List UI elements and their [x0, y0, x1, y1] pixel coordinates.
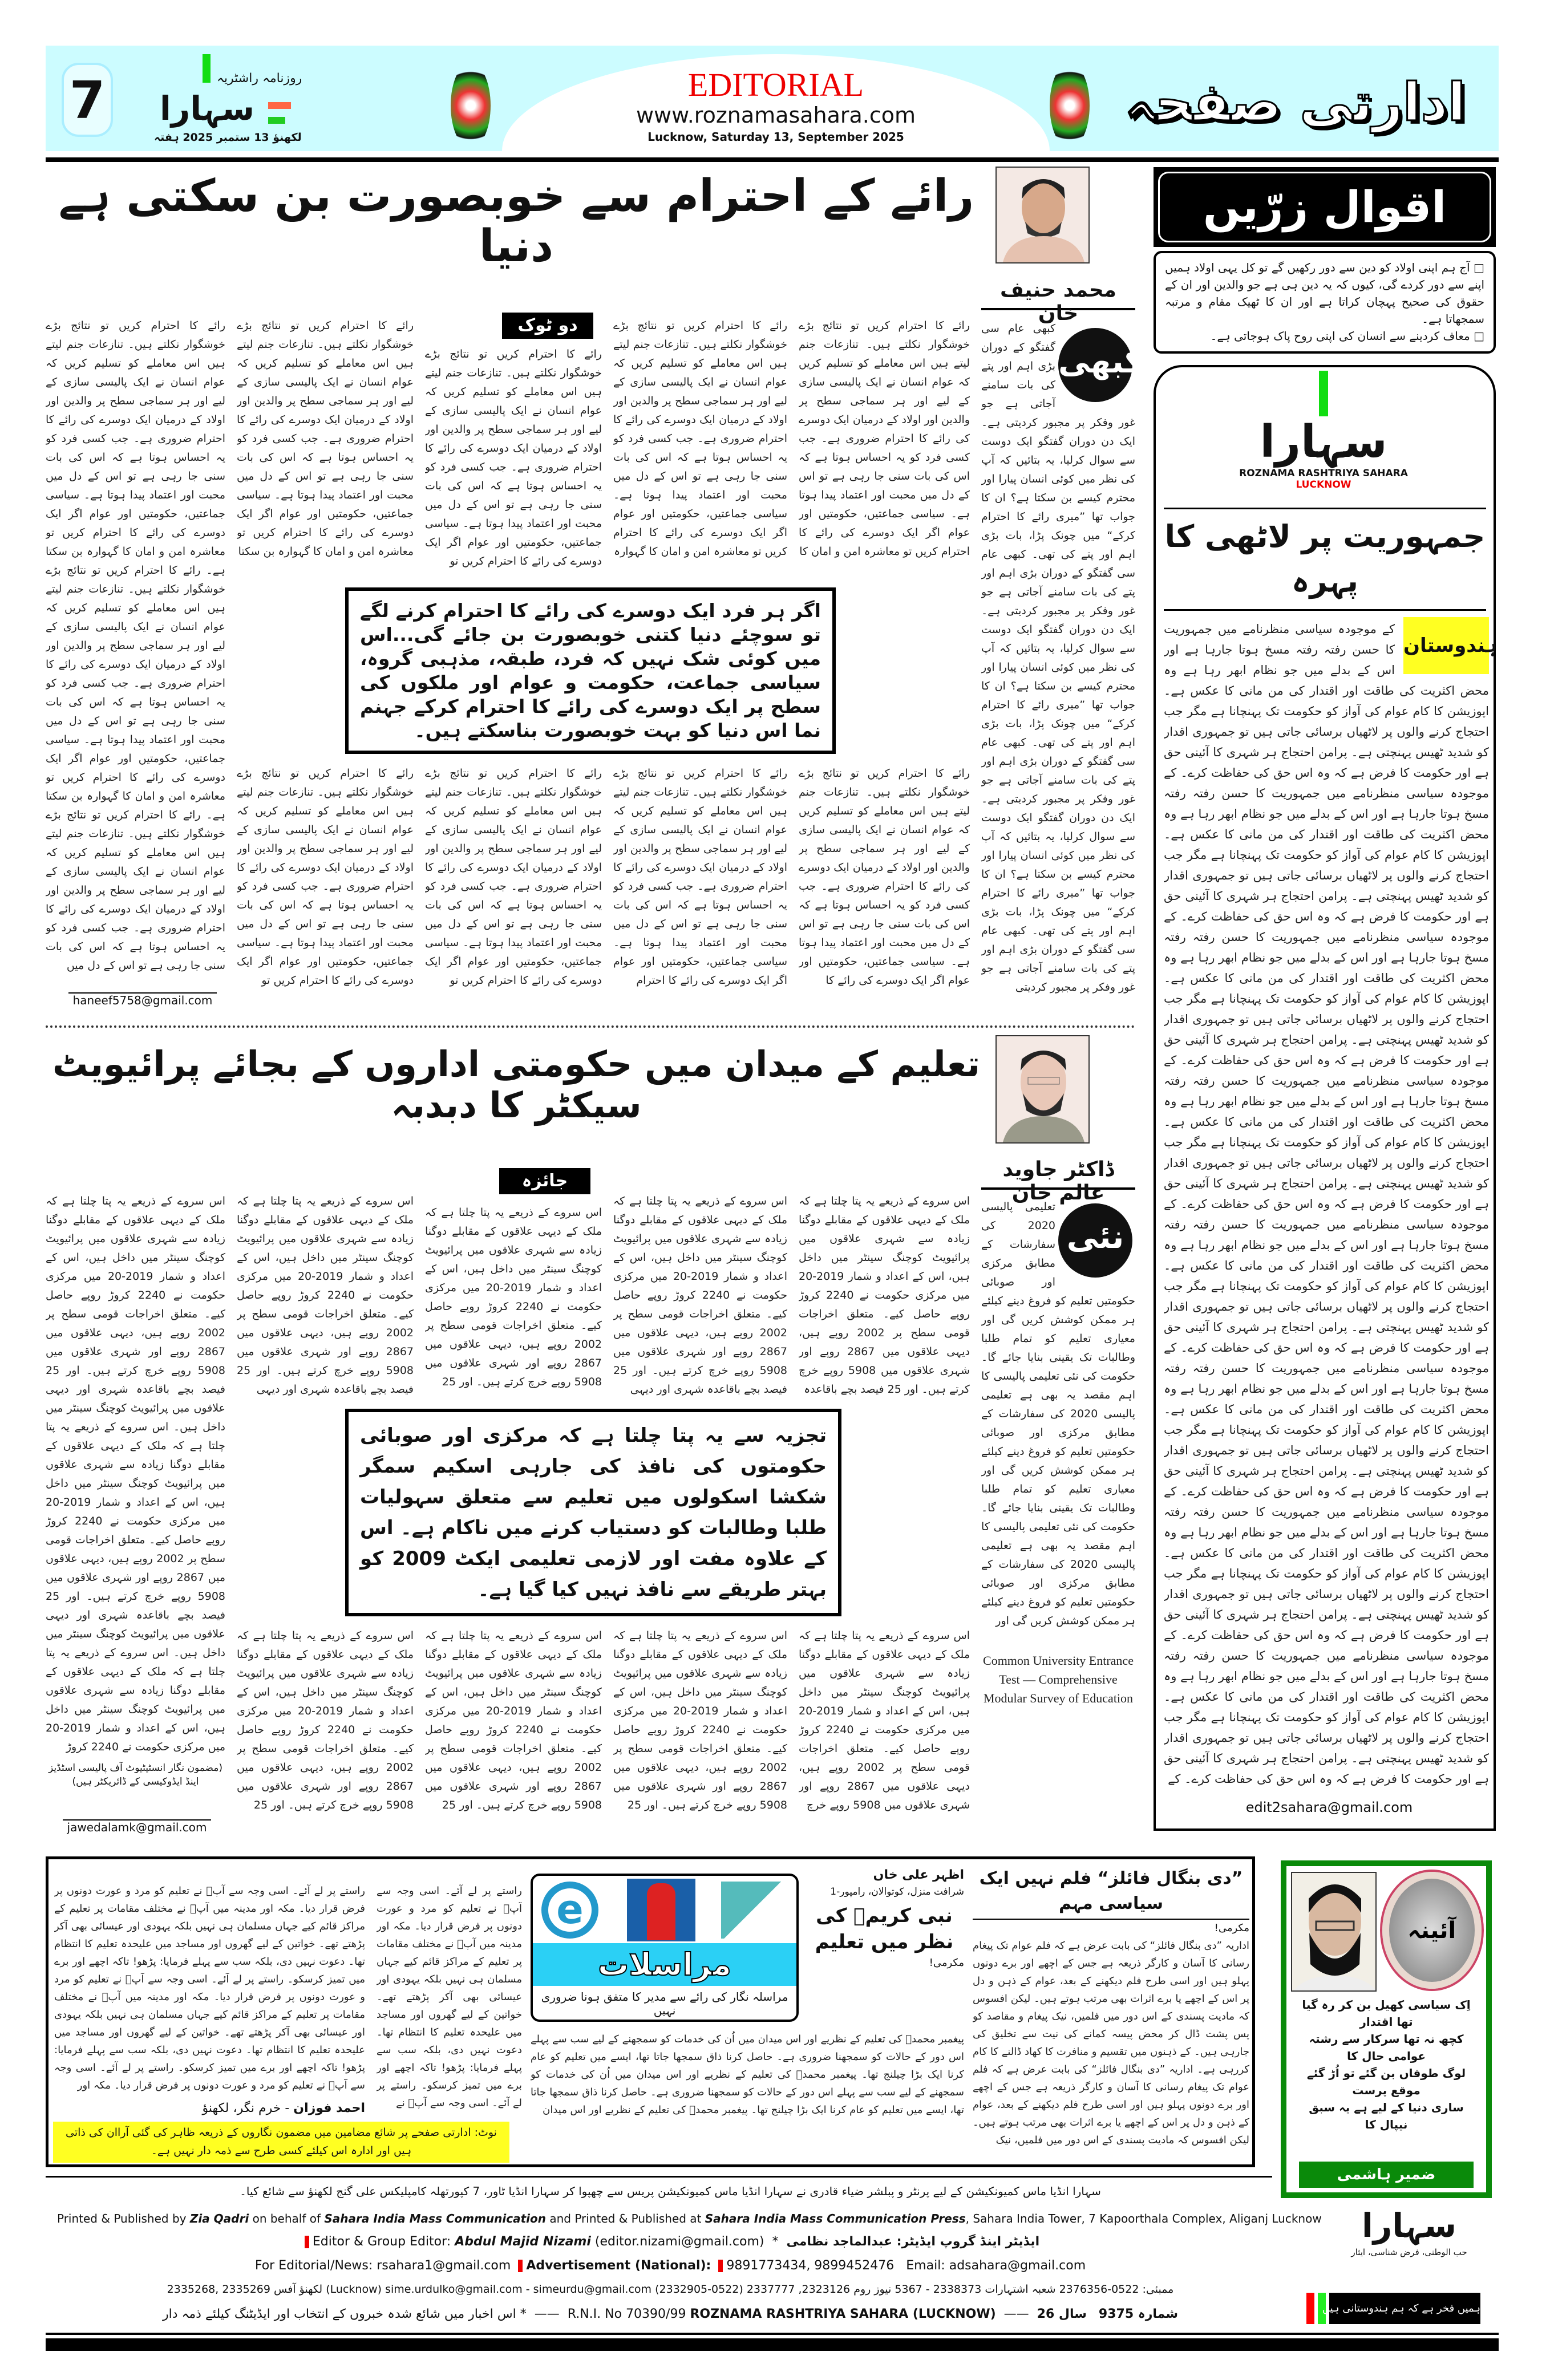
author-photo	[995, 1035, 1090, 1144]
aqwal-title: اقوال زرّیں	[1158, 172, 1491, 242]
article1-column: رائے کا احترام کریں تو نتائج بڑے خوشگوار نکلتے ہیں۔ تنازعات جنم لیتے ہیں اس معاملے کو تسلیم کریں کہ عوام انسان نے ایک پالیسی سازی کے لیے اور ہر سماجی سطح پر والدین اور اولاد کے درمیان ایک دوسرے کی رائے کا احترام ضروری ہے۔ جب کسی فرد کو یہ احساس ہوتا ہے کہ اس کی بات سنی جا رہی ہے تو اس کے دل میں محبت اور اعتماد پیدا ہوتا ہے۔ سیاسی جماعتیں، حکومتیں اور عوام اگر ایک دوسرے کی رائے کا احترام کریں تو	[425, 767, 602, 987]
article1-column: رائے کا احترام کریں تو نتائج بڑے خوشگوار نکلتے ہیں۔ تنازعات جنم لیتے ہیں اس معاملے کو تسلیم کریں کہ عوام انسان نے ایک پالیسی سازی کے لیے اور ہر سماجی سطح پر والدین اور اولاد کے درمیان ایک دوسرے کی رائے کا احترام ضروری ہے۔ جب کسی فرد کو یہ احساس ہوتا ہے کہ اس کی بات سنی جا رہی ہے تو اس کے دل میں محبت اور اعتماد پیدا ہوتا ہے۔ سیاسی جماعتیں، حکومتیں اور عوام اگر ایک دوسرے کی رائے کا احترام کریں تو	[425, 348, 602, 567]
slogan-box	[1306, 2293, 1500, 2324]
letter2-header	[804, 1866, 964, 2027]
article2-column: اس سروے کے ذریعے یہ پتا چلتا ہے کہ ملک کے دیہی علاقوں کے مقابلے دوگنا زیادہ سے شہری علاقوں میں پرائیویٹ کوچنگ سینٹر میں داخل ہیں، اس کے اعداد و شمار 2019-20 میں مرکزی حکومت نے 2240 کروڑ روپے حاصل کیے۔ متعلق اخراجات قومی سطح پر 2002 روپے ہیں، دیہی علاقوں میں 2867 روپے اور شہری علاقوں میں 5908 روپے خرچ کرتے ہیں۔ اور 25	[613, 1629, 787, 1811]
dropcap-circle: نئی	[1058, 1203, 1132, 1278]
article2-column: اس سروے کے ذریعے یہ پتا چلتا ہے کہ ملک کے دیہی علاقوں کے مقابلے دوگنا زیادہ سے شہری علاقوں میں پرائیویٹ کوچنگ سینٹر میں داخل ہیں، اس کے اعداد و شمار 2019-20 میں مرکزی حکومت نے 2240 کروڑ روپے حاصل کیے۔ متعلق اخراجات قومی سطح پر 2002 روپے ہیں، دیہی علاقوں میں 2867 روپے اور شہری علاقوں میں 5908 روپے خرچ کرتے ہیں۔ اور 25	[425, 1629, 602, 1811]
editorial-body: کے موجودہ سیاسی منظرنامے میں جمہوریت کا حسن رفتہ رفتہ مسخ ہوتا جارہا ہے اور اس کے بدلے میں جو نظام ابھر رہا ہے وہ محض اکثریت کی طاقت اور اقتدار کی من مانی کا عکس ہے۔ اپوزیشن کا کام عوام کی آواز کو حکومت تک پہنچانا ہے مگر جب احتجاج کرنے والوں پر لاٹھیاں برسائی جاتی ہیں تو جمہوری اقدار کو شدید ٹھیس پہنچتی ہے۔ پرامن احتجاج ہر شہری کا آئینی حق ہے اور حکومت کا فرض ہے کہ وہ اس حق کی حفاظت کرے۔ کے موجودہ سیاسی منظرنامے میں جمہوریت کا حسن رفتہ رفتہ مسخ ہوتا جارہا ہے اور اس کے بدلے میں جو نظام ابھر رہا ہے وہ محض اکثریت کی طاقت اور اقتدار کی من مانی کا عکس ہے۔ اپوزیشن کا کام عوام کی آواز کو حکومت تک پہنچانا ہے مگر جب احتجاج کرنے والوں پر لاٹھیاں برسائی جاتی ہیں تو جمہوری اقدار کو شدید ٹھیس پہنچتی ہے۔ پرامن احتجاج ہر شہری کا آئینی حق ہے اور حکومت کا فرض ہے کہ وہ اس حق کی حفاظت کرے۔ کے موجودہ سیاسی منظرنامے میں جمہوریت کا حسن رفتہ رفتہ مسخ ہوتا جارہا ہے اور اس کے بدلے میں جو نظام ابھر رہا ہے وہ محض اکثریت کی طاقت اور اقتدار کی من مانی کا عکس ہے۔ اپوزیشن کا کام عوام کی آواز کو حکومت تک پہنچانا ہے مگر جب احتجاج کرنے والوں پر لاٹھیاں برسائی جاتی ہیں تو جمہوری اقدار کو شدید ٹھیس پہنچتی ہے۔ پرامن احتجاج ہر شہری کا آئینی حق ہے اور حکومت کا فرض ہے کہ وہ اس حق کی حفاظت کرے۔ کے موجودہ سیاسی منظرنامے میں جمہوریت کا حسن رفتہ رفتہ مسخ ہوتا جارہا ہے اور اس کے بدلے میں جو نظام ابھر رہا ہے وہ محض اکثریت کی طاقت اور اقتدار کی من مانی کا عکس ہے۔ اپوزیشن کا کام عوام کی آواز کو حکومت تک پہنچانا ہے مگر جب احتجاج کرنے والوں پر لاٹھیاں برسائی جاتی ہیں تو جمہوری اقدار کو شدید ٹھیس پہنچتی ہے۔ پرامن احتجاج ہر شہری کا آئینی حق ہے اور حکومت کا فرض ہے کہ وہ اس حق کی حفاظت کرے۔ کے موجودہ سیاسی منظرنامے میں جمہوریت کا حسن رفتہ رفتہ مسخ ہوتا جارہا ہے اور اس کے بدلے میں جو نظام ابھر رہا ہے وہ محض اکثریت کی طاقت اور اقتدار کی من مانی کا عکس ہے۔ اپوزیشن کا کام عوام کی آواز کو حکومت تک پہنچانا ہے مگر جب احتجاج کرنے والوں پر لاٹھیاں برسائی جاتی ہیں تو جمہوری اقدار کو شدید ٹھیس پہنچتی ہے۔ پرامن احتجاج ہر شہری کا آئینی حق ہے اور حکومت کا فرض ہے کہ وہ اس حق کی حفاظت کرے۔ کے موجودہ سیاسی منظرنامے میں جمہوریت کا حسن رفتہ رفتہ مسخ ہوتا جارہا ہے اور اس کے بدلے میں جو نظام ابھر رہا ہے وہ محض اکثریت کی طاقت اور اقتدار کی من مانی کا عکس ہے۔ اپوزیشن کا کام عوام کی آواز کو حکومت تک پہنچانا ہے مگر جب احتجاج کرنے والوں پر لاٹھیاں برسائی جاتی ہیں تو جمہوری اقدار کو شدید ٹھیس پہنچتی ہے۔ پرامن احتجاج ہر شہری کا آئینی حق ہے اور حکومت کا فرض ہے کہ وہ اس حق کی حفاظت کرے۔ کے موجودہ سیاسی منظرنامے میں جمہوریت کا حسن رفتہ رفتہ مسخ ہوتا جارہا ہے اور اس کے بدلے میں جو نظام ابھر رہا ہے وہ محض اکثریت کی طاقت اور اقتدار کی من مانی کا عکس ہے۔ اپوزیشن کا کام عوام کی آواز کو حکومت تک پہنچانا ہے مگر جب احتجاج کرنے والوں پر لاٹھیاں برسائی جاتی ہیں تو جمہوری اقدار کو شدید ٹھیس پہنچتی ہے۔ پرامن احتجاج ہر شہری کا آئینی حق ہے اور حکومت کا فرض ہے کہ وہ اس حق کی حفاظت کرے۔ کے موجودہ سیاسی منظرنامے میں جمہوریت کا حسن رفتہ رفتہ مسخ ہوتا جارہا ہے اور اس کے بدلے میں جو نظام ابھر رہا ہے وہ محض اکثریت کی طاقت اور اقتدار کی من مانی کا عکس ہے۔ اپوزیشن کا کام عوام کی آواز کو حکومت تک پہنچانا ہے مگر جب احتجاج کرنے والوں پر لاٹھیاں برسائی جاتی ہیں تو جمہوری اقدار کو شدید ٹھیس پہنچتی ہے۔ پرامن احتجاج ہر شہری کا آئینی حق ہے اور حکومت کا فرض ہے کہ وہ اس حق کی حفاظت کرے۔ کے	[1164, 622, 1489, 1786]
article1-column: رائے کا احترام کریں تو نتائج بڑے خوشگوار نکلتے ہیں۔ تنازعات جنم لیتے ہیں اس معاملے کو تسلیم کریں کہ عوام انسان نے ایک پالیسی سازی کے لیے اور ہر سماجی سطح پر والدین اور اولاد کے درمیان ایک دوسرے کی رائے کا احترام ضروری ہے۔ جب کسی فرد کو یہ احساس ہوتا ہے کہ اس کی بات سنی جا رہی ہے تو اس کے دل میں محبت اور اعتماد پیدا ہوتا ہے۔ سیاسی جماعتیں، حکومتیں اور عوام اگر ایک دوسرے کی رائے کا	[799, 767, 970, 987]
mailbox-icon	[627, 1879, 695, 1941]
article2-headline: تعلیم کے میدان میں حکومتی اداروں کے بجائے پرائیویٹ سیکٹر کا دبدبہ	[52, 1044, 980, 1126]
editorial-headline: جمہوریت پر لاٹھی کا پہرہ	[1164, 518, 1486, 599]
article2-column: اس سروے کے ذریعے یہ پتا چلتا ہے کہ ملک کے دیہی علاقوں کے مقابلے دوگنا زیادہ سے شہری علاقوں میں پرائیویٹ کوچنگ سینٹر میں داخل ہیں، اس کے اعداد و شمار 2019-20 میں مرکزی حکومت نے 2240 کروڑ روپے حاصل کیے۔ متعلق اخراجات قومی سطح پر 2002 روپے ہیں، دیہی علاقوں میں 2867 روپے اور شہری علاقوں میں 5908 روپے خرچ کرتے ہیں۔ اور 25 فیصد بچے باقاعدہ شہری اور دیہی	[237, 1195, 414, 1396]
author-email[interactable]: haneef5758@gmail.com	[68, 992, 217, 1007]
letter2-salutation: مکرمی!	[929, 1957, 964, 1969]
section-divider	[46, 1025, 1135, 1028]
slogan-text: ہمیں فخر ہے کہ ہم ہندوستانی ہیں	[1329, 2293, 1480, 2324]
banner-note: مراسلہ نگار کی رائے سے مدیر کا متفق ہونا ضروری نہیں	[541, 1990, 788, 2017]
english-terms: Common University Entrance Test — Comprehensive Modular Survey of Education	[983, 1653, 1134, 1705]
editorial-note: نوٹ: ادارتی صفحے پر شائع مضامین میں مضمون نگاروں کے ذریعہ ظاہر کی گئی آراان کی ذاتی ہیں اور ادارہ اس کیلئے کسی طرح سے ذمہ دار نہیں ہے۔	[53, 2122, 509, 2163]
aqwal-quotes	[1154, 251, 1496, 354]
section-title-urdu: ادارتی صفحہ	[1124, 72, 1466, 133]
urdu-date: لکھنؤ 13 ستمبر 2025 ہفتہ	[154, 131, 302, 144]
article1-column: رائے کا احترام کریں تو نتائج بڑے خوشگوار نکلتے ہیں۔ تنازعات جنم لیتے ہیں اس معاملے کو تسلیم کریں کہ عوام انسان نے ایک پالیسی سازی کے لیے اور ہر سماجی سطح پر والدین اور اولاد کے درمیان ایک دوسرے کی رائے کا احترام ضروری ہے۔ جب کسی فرد کو یہ احساس ہوتا ہے کہ اس کی بات سنی جا رہی ہے تو اس کے دل میں محبت اور اعتماد پیدا ہوتا ہے۔ سیاسی جماعتیں، حکومتیں اور عوام اگر ایک دوسرے کی رائے کا احترام کریں تو معاشرہ امن و امان کا گہوارہ بن سکتا ہے۔ رائے کا احترام کریں تو نتائج بڑے خوشگوار نکلتے ہیں۔ تنازعات جنم لیتے ہیں اس معاملے کو تسلیم کریں کہ عوام انسان نے ایک پالیسی سازی کے لیے اور ہر سماجی سطح پر والدین اور اولاد کے درمیان ایک دوسرے کی رائے کا احترام ضروری ہے۔ جب کسی فرد کو یہ احساس ہوتا ہے کہ اس کی بات سنی جا رہی ہے تو اس کے دل میں محبت اور اعتماد پیدا ہوتا ہے۔ سیاسی جماعتیں، حکومتیں اور عوام اگر ایک دوسرے کی رائے کا احترام کریں تو معاشرہ امن و امان کا گہوارہ بن سکتا ہے۔ رائے کا احترام کریں تو نتائج بڑے خوشگوار نکلتے ہیں۔ تنازعات جنم لیتے ہیں اس معاملے کو تسلیم کریں کہ عوام انسان نے ایک پالیسی سازی کے لیے اور ہر سماجی سطح پر والدین اور اولاد کے درمیان ایک دوسرے کی رائے کا احترام ضروری ہے۔ جب کسی فرد کو یہ احساس ہوتا ہے کہ اس کی بات سنی جا رہی ہے تو اس کے دل میں	[46, 319, 225, 972]
article1-intro: کبھی عام سی گفتگو کے دوران بڑی اہم اور پتے کی بات سامنے آجاتی ہے جو غور وفکر پر مجبور کردیتی ہے۔ایک دن دوران گفتگو ایک دوست سے سوال کرلیا، یہ بتائیں کہ آپ کی نظر میں کوئی انسان پیارا اور محترم کیسے بن سکتا ہے؟ ان کا جواب تھا ”میری رائے کا احترام کرکے“ میں چونک پڑا، بات بڑی اہم اور پتے کی تھی۔ کبھی عام سی گفتگو کے دوران بڑی اہم اور پتے کی بات سامنے آجاتی ہے جو غور وفکر پر مجبور کردیتی ہے۔ایک دن دوران گفتگو ایک دوست سے سوال کرلیا، یہ بتائیں کہ آپ کی نظر میں کوئی انسان پیارا اور محترم کیسے بن سکتا ہے؟ ان کا جواب تھا ”میری رائے کا احترام کرکے“ میں چونک پڑا، بات بڑی اہم اور پتے کی تھی۔ کبھی عام سی گفتگو کے دوران بڑی اہم اور پتے کی بات سامنے آجاتی ہے جو غور وفکر پر مجبور کردیتی ہے۔ایک دن دوران گفتگو ایک دوست سے سوال کرلیا، یہ بتائیں کہ آپ کی نظر میں کوئی انسان پیارا اور محترم کیسے بن سکتا ہے؟ ان کا جواب تھا ”میری رائے کا احترام کرکے“ میں چونک پڑا، بات بڑی اہم اور پتے کی تھی۔ کبھی عام سی گفتگو کے دوران بڑی اہم اور پتے کی بات سامنے آجاتی ہے جو غور وفکر پر مجبور کردیتی	[981, 322, 1135, 994]
letter1-signature: احمد فوزان - خرم نگر، لکھنؤ	[202, 2101, 365, 2115]
logo-city: LUCKNOW	[1296, 479, 1351, 490]
aaina-title: آئینہ	[1407, 1917, 1456, 1944]
sahara-logo	[148, 54, 337, 145]
article1-author: محمد حنیف خان	[981, 278, 1135, 310]
logo-en: ROZNAMA RASHTRIYA SAHARA	[1239, 468, 1408, 479]
logo-tagline: حب الوطنی، فرض شناسی، ایثار	[1351, 2247, 1467, 2257]
letter3-salutation: مکرمی!	[1214, 1922, 1249, 1934]
page-number-badge: 7	[62, 63, 113, 137]
author-email[interactable]: jawedalamk@gmail.com	[63, 1819, 211, 1834]
article2-author: ڈاکٹر جاوید عالم خان	[981, 1158, 1135, 1190]
article1-column: رائے کا احترام کریں تو نتائج بڑے خوشگوار نکلتے ہیں۔ تنازعات جنم لیتے ہیں اس معاملے کو تسلیم کریں کہ عوام انسان نے ایک پالیسی سازی کے لیے اور ہر سماجی سطح پر والدین اور اولاد کے درمیان ایک دوسرے کی رائے کا احترام ضروری ہے۔ جب کسی فرد کو یہ احساس ہوتا ہے کہ اس کی بات سنی جا رہی ہے تو اس کے دل میں محبت اور اعتماد پیدا ہوتا ہے۔ سیاسی جماعتیں، حکومتیں اور عوام اگر ایک دوسرے کی رائے کا احترام کریں تو معاشرہ امن و امان کا گہوارہ	[613, 319, 787, 558]
poet-photo	[1291, 1872, 1377, 1992]
letter2-body: پیغمبر محمدؐ کی تعلیم کے نظریے اور اس میدان میں اُن کی خدمات کو سمجھنے کے لیے سب سے پہلے اس دور کے حالات کو سمجھنا ضروری ہے۔ حاصل کرنا ذاق سمجھا جاتا تھا، ایسے میں تعلیم کو عام کرنا ایک بڑا چیلنج تھا۔ پیغمبر محمدؐ کی تعلیم کے نظریے اور اس میدان میں اُن کی خدمات کو سمجھنے کے لیے سب سے پہلے اس دور کے حالات کو سمجھنا ضروری ہے۔ حاصل کرنا ذاق سمجھا جاتا تھا، ایسے میں تعلیم کو عام کرنا ایک بڑا چیلنج تھا۔ پیغمبر محمدؐ کی تعلیم کے نظریے اور اس میدان	[531, 2033, 964, 2116]
letter2-author: اظہر علی خاں	[873, 1868, 964, 1882]
letter2-place: شرافت منزل، کوتوالان، رامپور-1	[830, 1886, 964, 1897]
article1-intro-column	[981, 319, 1135, 1004]
dropcap-circle: کبھی	[1058, 328, 1132, 402]
editorial-body-column	[1164, 619, 1489, 1794]
header-rule	[46, 157, 1499, 162]
author-caption: (مضمون نگار انسٹیٹیوٹ آف پالیسی اسٹڈیز اینڈ ایڈوکیسی کے ڈائریکٹر ہیں)	[48, 1762, 223, 1787]
date-en: Lucknow, Saturday 13, September 2025	[647, 130, 904, 144]
aaina-verse: اِک سیاسی کھیل بن کر رہ گیا تھا اقتدار کچھ نہ تھا سرکار سے رشتہ عوامی حال کا لوگ طوفاں بن گئے تو اُڑ گئے موقع پرست ساری دنیا کے لیے ہے یہ سبق نیپال کا	[1302, 1998, 1471, 2131]
article1-column: رائے کا احترام کریں تو نتائج بڑے خوشگوار نکلتے ہیں۔ تنازعات جنم لیتے ہیں اس معاملے کو تسلیم کریں کہ عوام انسان نے ایک پالیسی سازی کے لیے اور ہر سماجی سطح پر والدین اور اولاد کے درمیان ایک دوسرے کی رائے کا احترام ضروری ہے۔ جب کسی فرد کو یہ احساس ہوتا ہے کہ اس کی بات سنی جا رہی ہے تو اس کے دل میں محبت اور اعتماد پیدا ہوتا ہے۔ سیاسی جماعتیں، حکومتیں اور عوام اگر ایک دوسرے کی رائے کا احترام کریں تو معاشرہ امن و امان کا	[799, 319, 970, 558]
article2-column: اس سروے کے ذریعے یہ پتا چلتا ہے کہ ملک کے دیہی علاقوں کے مقابلے دوگنا زیادہ سے شہری علاقوں میں پرائیویٹ کوچنگ سینٹر میں داخل ہیں، اس کے اعداد و شمار 2019-20 میں مرکزی حکومت نے 2240 کروڑ روپے حاصل کیے۔ متعلق اخراجات قومی سطح پر 2002 روپے ہیں، دیہی علاقوں میں 2867 روپے اور شہری علاقوں میں 5908 روپے خرچ کرتے ہیں۔ اور 25 فیصد بچے باقاعدہ شہری اور دیہی	[613, 1195, 787, 1396]
article2-intro: تعلیمی پالیسی 2020 کی سفارشات کے مطابق مرکزی اور صوبائی حکومتیں تعلیم کو فروغ دینے کیلئے ہر ممکن کوشش کریں گی اور معیاری تعلیم کو تمام طلبا وطالبات تک یقینی بنایا جائے گا۔حکومت کی نئی تعلیمی پالیسی کا اہم مقصد یہ بھی ہے تعلیمی پالیسی 2020 کی سفارشات کے مطابق مرکزی اور صوبائی حکومتیں تعلیم کو فروغ دینے کیلئے ہر ممکن کوشش کریں گی اور معیاری تعلیم کو تمام طلبا وطالبات تک یقینی بنایا جائے گا۔حکومت کی نئی تعلیمی پالیسی کا اہم مقصد یہ بھی ہے تعلیمی پالیسی 2020 کی سفارشات کے مطابق مرکزی اور صوبائی حکومتیں تعلیم کو فروغ دینے کیلئے ہر ممکن کوشش کریں گی اور	[981, 1201, 1135, 1627]
footer-urdu-line: سہارا انڈیا ماس کمیونکیشن کے لیے پرنٹر و پبلشر ضیاء قادری نے سہارا انڈیا ماس کمیونکیشن پریس سے چھپوا کر سہارا انڈیا ٹاور، 7 کپورتھلہ کامپلیکس علی گنج لکھنؤ سے شائع کیا۔	[240, 2184, 1101, 2198]
article1-headline: رائے کے احترام سے خوبصورت بن سکتی ہے دنیا	[58, 171, 974, 272]
section-title-en: EDITORIAL	[687, 66, 864, 103]
author-photo	[995, 167, 1090, 263]
letter3	[973, 1866, 1249, 2163]
letter2-title: نبی کریمؐ کی نظر میں تعلیم	[815, 1904, 954, 1953]
letters-banner	[531, 1874, 799, 2022]
logo-big-text: سہارا	[160, 89, 255, 128]
aaina-box	[1281, 1860, 1492, 2198]
article1-column: رائے کا احترام کریں تو نتائج بڑے خوشگوار نکلتے ہیں۔ تنازعات جنم لیتے ہیں اس معاملے کو تسلیم کریں کہ عوام انسان نے ایک پالیسی سازی کے لیے اور ہر سماجی سطح پر والدین اور اولاد کے درمیان ایک دوسرے کی رائے کا احترام ضروری ہے۔ جب کسی فرد کو یہ احساس ہوتا ہے کہ اس کی بات سنی جا رہی ہے تو اس کے دل میں محبت اور اعتماد پیدا ہوتا ہے۔ سیاسی جماعتیں، حکومتیں اور عوام اگر ایک دوسرے کی رائے کا احترام	[613, 767, 787, 987]
article2-column: اس سروے کے ذریعے یہ پتا چلتا ہے کہ ملک کے دیہی علاقوں کے مقابلے دوگنا زیادہ سے شہری علاقوں میں پرائیویٹ کوچنگ سینٹر میں داخل ہیں، اس کے اعداد و شمار 2019-20 میں مرکزی حکومت نے 2240 کروڑ روپے حاصل کیے۔ متعلق اخراجات قومی سطح پر 2002 روپے ہیں، دیہی علاقوں میں 2867 روپے اور شہری علاقوں میں 5908 روپے خرچ کرتے ہیں۔ اور 25 فیصد بچے باقاعدہ شہری اور دیہی علاقوں میں پرائیویٹ کوچنگ سینٹر میں داخل ہیں۔ اس سروے کے ذریعے یہ پتا چلتا ہے کہ ملک کے دیہی علاقوں کے مقابلے دوگنا زیادہ سے شہری علاقوں میں پرائیویٹ کوچنگ سینٹر میں داخل ہیں، اس کے اعداد و شمار 2019-20 میں مرکزی حکومت نے 2240 کروڑ روپے حاصل کیے۔ متعلق اخراجات قومی سطح پر 2002 روپے ہیں، دیہی علاقوں میں 2867 روپے اور شہری علاقوں میں 5908 روپے خرچ کرتے ہیں۔ اور 25 فیصد بچے باقاعدہ شہری اور دیہی علاقوں میں پرائیویٹ کوچنگ سینٹر میں داخل ہیں۔ اس سروے کے ذریعے یہ پتا چلتا ہے کہ ملک کے دیہی علاقوں کے مقابلے دوگنا زیادہ سے شہری علاقوں میں پرائیویٹ کوچنگ سینٹر میں داخل ہیں، اس کے اعداد و شمار 2019-20 میں مرکزی حکومت نے 2240 کروڑ	[46, 1195, 225, 1753]
letter1-body: راستے پر لے آئے۔ اسی وجہ سے آپؐ نے تعلیم کو مرد و عورت دونوں پر فرض قرار دیا۔ مکہ اور مدینہ میں آپؐ نے مختلف مقامات پر تعلیم کے مراکز قائم کیے جہاں مسلمان ہی نہیں بلکہ یہودی اور عیسائی بھی آکر پڑھتے تھے۔ خواتین کے لیے گھروں اور مساجد میں علیحدہ تعلیم کا انتظام تھا۔ دعوت نہیں دی، بلکہ سب سے پہلے فرمایا: پڑھو! تاکہ اچھے اور برے میں تمیز کرسکو۔ راستے پر لے آئے۔ اسی وجہ سے آپؐ نے	[377, 1885, 522, 2109]
column-tag: دو ٹوک	[502, 313, 593, 339]
letter3-body: اداریہ ”دی بنگال فائلز“ کی بابت عرض ہے کہ فلم عوام تک پیغام رسانی کا آسان و کارگر ذریعہ ہے جس کے اچھے اور برے دونوں پہلو ہیں اور اسی طرح فلم دیکھنے کے بعد، عوام کے ذہن و دل پر اس کے اچھے یا برے اثرات بھی مرتب ہوتے ہیں۔ لیکن افسوس کہ مادیت پسندی کے اس دور میں فلمیں، نیک پیغام و مقاصد کو پس پشت ڈال کر محض پیسہ کمانے کی نیت سے تخلیق کی جارہی ہیں۔ کے ذہنوں میں تقسیم و منافرت کا کھاد ڈالنے کا کام کررہی ہے۔ اداریہ ”دی بنگال فائلز“ کی بابت عرض ہے کہ فلم عوام تک پیغام رسانی کا آسان و کارگر ذریعہ ہے جس کے اچھے اور برے دونوں پہلو ہیں اور اسی طرح فلم دیکھنے کے بعد، عوام کے ذہن و دل پر اس کے اچھے یا برے اثرات بھی مرتب ہوتے ہیں۔ لیکن افسوس کہ مادیت پسندی کے اس دور میں فلمیں، نیک	[973, 1940, 1249, 2146]
article2-column: اس سروے کے ذریعے یہ پتا چلتا ہے کہ ملک کے دیہی علاقوں کے مقابلے دوگنا زیادہ سے شہری علاقوں میں پرائیویٹ کوچنگ سینٹر میں داخل ہیں، اس کے اعداد و شمار 2019-20 میں مرکزی حکومت نے 2240 کروڑ روپے حاصل کیے۔ متعلق اخراجات قومی سطح پر 2002 روپے ہیں، دیہی علاقوں میں 2867 روپے اور شہری علاقوں میں 5908 روپے خرچ کرتے ہیں۔ اور 25 فیصد بچے باقاعدہ	[799, 1195, 970, 1396]
quill-icon	[721, 1882, 784, 1939]
footer-logo: سہارا حب الوطنی، فرض شناسی، ایثار	[1335, 2205, 1483, 2259]
letter3-title: ”دی بنگال فائلز“ فلم نہیں ایک سیاسی مہم	[973, 1866, 1249, 1920]
editorial-email[interactable]: edit2sahara@gmail.com	[1245, 1799, 1413, 1815]
footer-editor-line: Editor & Group Editor: Abdul Majid Nizami (editor.nizami@gmail.com) * ایڈیٹر اینڈ گروپ ایڈیٹر: عبدالماجد نظامی	[57, 2235, 1284, 2249]
footer-rni-line: اس اخبار میں شائع شدہ خبروں کے انتخاب اور ایڈیٹنگ کیلئے ذمہ دار * —— R.N.I. No 70390/99 ROZNAMA RASHTRIYA SAHARA (LUCKNOW) —— شمارہ 9375 سال 26	[162, 2307, 1178, 2321]
article1-column: رائے کا احترام کریں تو نتائج بڑے خوشگوار نکلتے ہیں۔ تنازعات جنم لیتے ہیں اس معاملے کو تسلیم کریں کہ عوام انسان نے ایک پالیسی سازی کے لیے اور ہر سماجی سطح پر والدین اور اولاد کے درمیان ایک دوسرے کی رائے کا احترام ضروری ہے۔ جب کسی فرد کو یہ احساس ہوتا ہے کہ اس کی بات سنی جا رہی ہے تو اس کے دل میں محبت اور اعتماد پیدا ہوتا ہے۔ سیاسی جماعتیں، حکومتیں اور عوام اگر ایک دوسرے کی رائے کا احترام کریں تو	[237, 767, 414, 987]
article2-column: اس سروے کے ذریعے یہ پتا چلتا ہے کہ ملک کے دیہی علاقوں کے مقابلے دوگنا زیادہ سے شہری علاقوں میں پرائیویٹ کوچنگ سینٹر میں داخل ہیں، اس کے اعداد و شمار 2019-20 میں مرکزی حکومت نے 2240 کروڑ روپے حاصل کیے۔ متعلق اخراجات قومی سطح پر 2002 روپے ہیں، دیہی علاقوں میں 2867 روپے اور شہری علاقوں میں 5908 روپے خرچ کرتے ہیں۔ اور 25	[425, 1206, 602, 1388]
column-tag: جائزہ	[499, 1168, 590, 1194]
footer-offices-line: 2335268, 2335269 لکھنؤ آفس (Lucknow) sime.urdulko@gmail.com - simeurdu@gmail.com ممبئی: 0522-2376356 شعبہ اشتہارات 2338373 - 5367 نیوز روم 2323126, 2337777 (0522-2332905)	[167, 2283, 1174, 2296]
footer-publisher-line: Printed & Published by Zia Qadri on behalf of Sahara India Mass Communication and Printed & Published at Sahara India Mass Communication Press, Sahara India Tower, 7 Kapoorthala Complex, Aliganj Lucknow	[57, 2212, 1322, 2225]
footer-contact-line: For Editorial/News: rsahara1@gmail.com Advertisement (National): 9891773434, 9899452476 Email: adsahara@gmail.com	[254, 2259, 1086, 2273]
quote-item: □ معاف کردینے سے انسان کی اپنی روح پاک ہوجاتی ہے۔	[1210, 329, 1484, 343]
website-link[interactable]: www.roznamasahara.com	[636, 103, 916, 128]
pull-quote: اگر ہر فرد ایک دوسرے کی رائے کا احترام کرنے لگے تو سوچئے دنیا کتنی خوبصورت بن جائے گی...اس میں کوئی شک نہیں کہ فرد، طبقہ، مذہبی گروہ، سیاسی جماعت، حکومت و عوام اور ملکوں کی سطح پر ایک دوسرے کی رائے کا احترام کرکے جہنم نما اس دنیا کو بہت خوبصورت بناسکتے ہیں۔	[345, 587, 836, 754]
browser-e-icon: e	[541, 1882, 598, 1939]
aqwal-header	[1154, 167, 1496, 247]
sahara-logo: سہارا ROZNAMA RASHTRIYA SAHARA LUCKNOW	[1215, 371, 1432, 496]
poet-name: ضمیر ہاشمی	[1299, 2162, 1474, 2188]
quote-item: □ آج ہم اپنی اولاد کو دین سے دور رکھیں گے تو کل یہی اولاد ہمیں اپنے سے دور کردے گی، کیوں کہ یہ دین ہی ہے جو والدین اور ان کے حقوق کی صحیح پہچان کراتا ہے اور ان کا ٹھیک مقام و مرتبہ سمجھاتا ہے۔	[1165, 261, 1484, 326]
mirror-frame	[1382, 1872, 1482, 1989]
logo-small-text: روزنامہ راشٹریہ	[217, 71, 302, 86]
letter1-body: راستے پر لے آئے۔ اسی وجہ سے آپؐ نے تعلیم کو مرد و عورت دونوں پر فرض قرار دیا۔ مکہ اور مدینہ میں آپؐ نے مختلف مقامات پر تعلیم کے مراکز قائم کیے جہاں مسلمان ہی نہیں بلکہ یہودی اور عیسائی بھی آکر پڑھتے تھے۔ خواتین کے لیے گھروں اور مساجد میں علیحدہ تعلیم کا انتظام تھا۔ دعوت نہیں دی، بلکہ سب سے پہلے فرمایا: پڑھو! تاکہ اچھے اور برے میں تمیز کرسکو۔ راستے پر لے آئے۔ اسی وجہ سے آپؐ نے تعلیم کو مرد و عورت دونوں پر فرض قرار دیا۔ مکہ اور مدینہ میں آپؐ نے مختلف مقامات پر تعلیم کے مراکز قائم کیے جہاں مسلمان ہی نہیں بلکہ یہودی اور عیسائی بھی آکر پڑھتے تھے۔ خواتین کے لیے گھروں اور مساجد میں علیحدہ تعلیم کا انتظام تھا۔ دعوت نہیں دی، بلکہ سب سے پہلے فرمایا: پڑھو! تاکہ اچھے اور برے میں تمیز کرسکو۔ راستے پر لے آئے۔ اسی وجہ سے آپؐ نے تعلیم کو مرد و عورت دونوں پر فرض قرار دیا۔ مکہ اور	[54, 1885, 365, 2091]
sunburst-icon	[1050, 63, 1090, 148]
highlight-box: ہندوستان	[1403, 617, 1489, 674]
article2-column: اس سروے کے ذریعے یہ پتا چلتا ہے کہ ملک کے دیہی علاقوں کے مقابلے دوگنا زیادہ سے شہری علاقوں میں پرائیویٹ کوچنگ سینٹر میں داخل ہیں، اس کے اعداد و شمار 2019-20 میں مرکزی حکومت نے 2240 کروڑ روپے حاصل کیے۔ متعلق اخراجات قومی سطح پر 2002 روپے ہیں، دیہی علاقوں میں 2867 روپے اور شہری علاقوں میں 5908 روپے خرچ	[799, 1629, 970, 1811]
article1-column: رائے کا احترام کریں تو نتائج بڑے خوشگوار نکلتے ہیں۔ تنازعات جنم لیتے ہیں اس معاملے کو تسلیم کریں کہ عوام انسان نے ایک پالیسی سازی کے لیے اور ہر سماجی سطح پر والدین اور اولاد کے درمیان ایک دوسرے کی رائے کا احترام ضروری ہے۔ جب کسی فرد کو یہ احساس ہوتا ہے کہ اس کی بات سنی جا رہی ہے تو اس کے دل میں محبت اور اعتماد پیدا ہوتا ہے۔ سیاسی جماعتیں، حکومتیں اور عوام اگر ایک دوسرے کی رائے کا احترام کریں تو معاشرہ امن و امان کا گہوارہ بن سکتا	[237, 319, 414, 558]
sunburst-icon	[451, 63, 491, 148]
logo-one-icon	[203, 54, 211, 83]
pull-quote: تجزیہ سے یہ پتا چلتا ہے کہ مرکزی اور صوبائی حکومتوں کی نافذ کی جارہی اسکیم سمگر شکشا اسکولوں میں تعلیم سے متعلق سہولیات طلبا وطالبات کو دستیاب کرنے میں ناکام ہے۔ اس کے علاوہ مفت اور لازمی تعلیمی ایکٹ 2009 کو بہتر طریقے سے نافذ نہیں کیا گیا ہے۔	[345, 1409, 841, 1616]
banner-title: مراسلات	[533, 1943, 796, 1986]
article2-column: اس سروے کے ذریعے یہ پتا چلتا ہے کہ ملک کے دیہی علاقوں کے مقابلے دوگنا زیادہ سے شہری علاقوں میں پرائیویٹ کوچنگ سینٹر میں داخل ہیں، اس کے اعداد و شمار 2019-20 میں مرکزی حکومت نے 2240 کروڑ روپے حاصل کیے۔ متعلق اخراجات قومی سطح پر 2002 روپے ہیں، دیہی علاقوں میں 2867 روپے اور شہری علاقوں میں 5908 روپے خرچ کرتے ہیں۔ اور 25	[237, 1629, 414, 1811]
